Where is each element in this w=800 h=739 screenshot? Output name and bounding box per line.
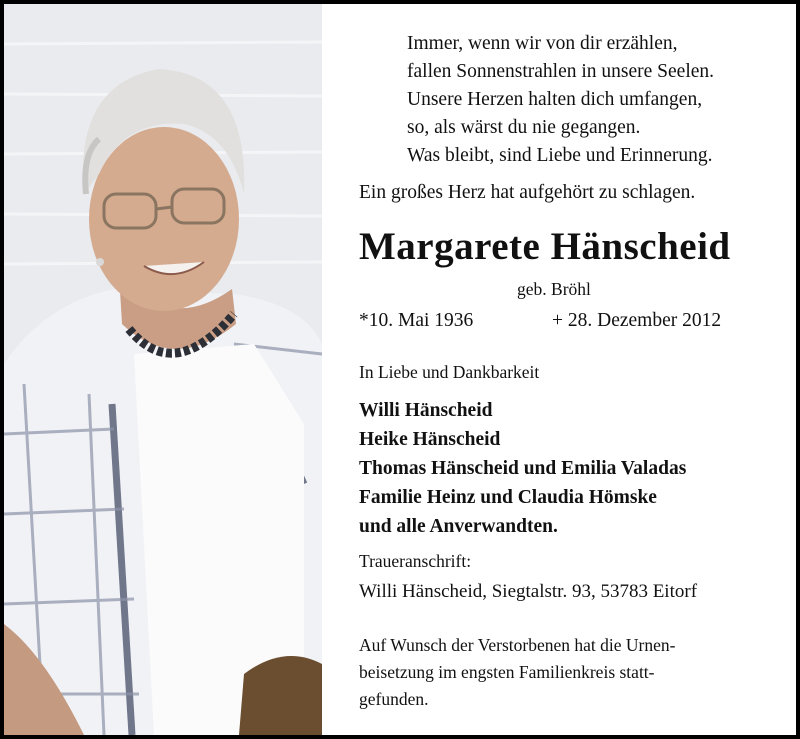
death-date: + 28. Dezember 2012	[552, 310, 722, 331]
poem-line: Was bleibt, sind Liebe und Erinnerung.	[407, 145, 713, 166]
mourner-name: Willi Hänscheid	[359, 400, 493, 421]
poem-line: Immer, wenn wir von dir erzählen,	[407, 33, 678, 54]
mourners-list	[359, 396, 686, 541]
deceased-name: Margarete Hänscheid	[359, 225, 731, 268]
obituary-card	[4, 4, 796, 735]
note-line: Auf Wunsch der Verstorbenen hat die Urnen-	[359, 635, 676, 655]
note-line: gefunden.	[359, 689, 429, 709]
mourner-name: und alle Anverwandten.	[359, 516, 558, 537]
intro-line: Ein großes Herz hat aufgehört zu schlagen.	[359, 182, 696, 203]
poem-line: Unsere Herzen halten dich umfangen,	[407, 89, 703, 110]
note-line: beisetzung im engsten Familienkreis statt-	[359, 662, 655, 682]
burial-note	[359, 632, 675, 713]
thanks-line: In Liebe und Dankbarkeit	[359, 362, 540, 382]
mourner-name: Familie Heinz und Claudia Hömske	[359, 487, 657, 508]
poem-line: fallen Sonnenstrahlen in unsere Seelen.	[407, 61, 715, 82]
poem-line: so, als wärst du nie gegangen.	[407, 117, 641, 138]
mourning-address: Willi Hänscheid, Siegtalstr. 93, 53783 Eitorf	[359, 581, 698, 602]
address-label: Traueranschrift:	[359, 551, 472, 571]
memorial-poem	[407, 30, 714, 170]
mourner-name: Heike Hänscheid	[359, 429, 501, 450]
portrait-photo	[4, 4, 322, 735]
birth-date: *10. Mai 1936	[359, 310, 474, 331]
mourner-name: Thomas Hänscheid und Emilia Valadas	[359, 458, 687, 479]
birth-name: geb. Bröhl	[517, 279, 591, 299]
